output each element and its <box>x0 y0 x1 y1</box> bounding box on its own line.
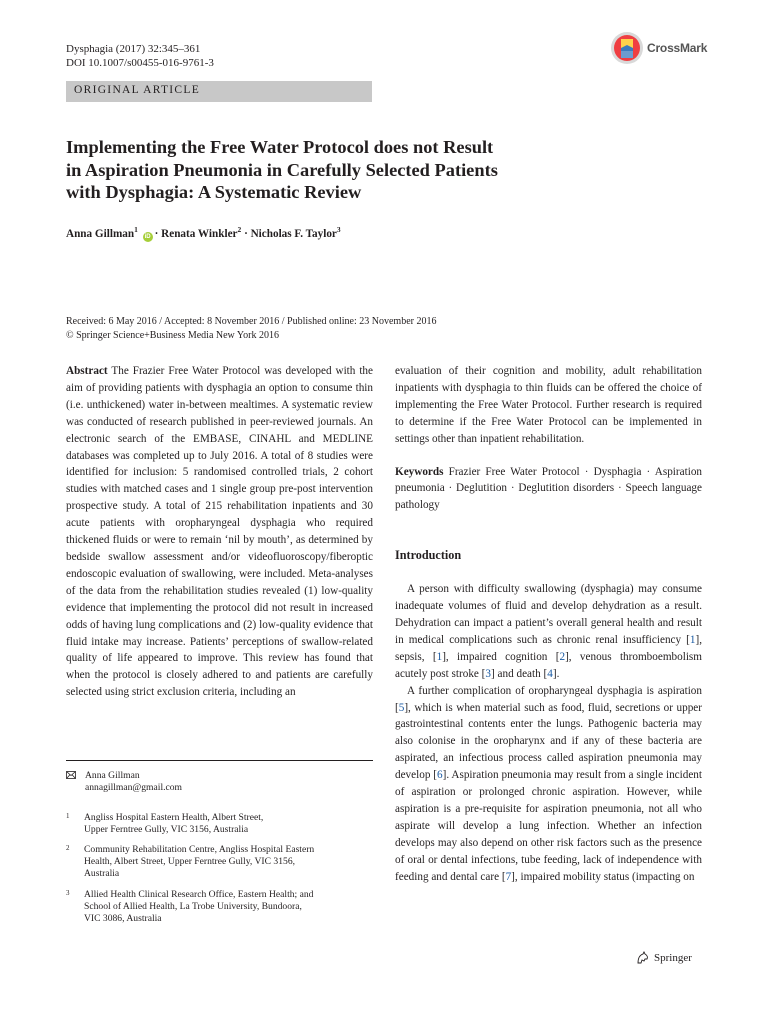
keywords <box>395 464 702 515</box>
orcid-icon[interactable]: iD <box>144 234 151 240</box>
publisher-name: Springer <box>654 952 692 964</box>
intro-text: ] and death [ <box>491 667 548 680</box>
intro-text: ], impaired cognition [ <box>442 650 560 663</box>
correspondence-details <box>85 770 182 794</box>
affiliation-number: 2 <box>66 844 70 852</box>
crossmark-label: CrossMark <box>647 41 708 55</box>
author-affiliation-sup: 2 <box>237 225 242 234</box>
springer-horse-icon <box>636 951 650 965</box>
affiliation-number: 1 <box>66 812 70 820</box>
abstract-label: Abstract <box>66 365 108 377</box>
citation-link[interactable]: 3 <box>485 667 492 680</box>
journal-citation: Dysphagia (2017) 32:345–361 <box>66 43 201 55</box>
crossmark-badge[interactable] <box>610 31 720 65</box>
title-line: with Dysphagia: A Systematic Review <box>66 182 362 202</box>
keywords-label: Keywords <box>395 465 444 478</box>
affiliation-line: Health, Albert Street, Upper Ferntree Gully, VIC 3156, <box>84 856 296 868</box>
journal-header <box>66 42 214 70</box>
intro-text: A further complication of oropharyngeal dysphagia is aspiration [ <box>395 684 702 714</box>
affiliation-line: Australia <box>84 868 120 880</box>
intro-text: ], sepsis, [ <box>395 633 702 663</box>
abstract <box>66 363 373 701</box>
intro-paragraph <box>395 683 702 886</box>
affiliation-number: 3 <box>66 889 70 897</box>
citation-link[interactable]: 7 <box>505 870 512 883</box>
footnote-divider <box>66 760 373 761</box>
affiliation-1 <box>66 812 376 838</box>
article-title <box>66 136 646 204</box>
affiliation-line: VIC 3086, Australia <box>84 913 162 925</box>
affiliation-line: Upper Ferntree Gully, VIC 3156, Australia <box>84 824 249 836</box>
title-line: Implementing the Free Water Protocol does not Result <box>66 137 494 157</box>
crossmark-icon <box>610 31 644 65</box>
correspondence-name: Anna Gillman <box>85 770 140 781</box>
author-separator: · <box>244 228 248 240</box>
author-name[interactable]: Anna Gillman <box>66 228 135 240</box>
envelope-icon <box>66 771 76 779</box>
copyright: © Springer Science+Business Media New York 2016 <box>66 330 279 341</box>
affiliation-3 <box>66 889 376 927</box>
affiliation-line: School of Allied Health, La Trobe University, Bundoora, <box>84 901 302 913</box>
citation-link[interactable]: 4 <box>547 667 553 680</box>
left-column <box>66 363 373 701</box>
author-name[interactable]: Nicholas F. Taylor <box>250 228 337 240</box>
correspondence-email[interactable]: annagillman@gmail.com <box>85 782 183 794</box>
intro-text: ]. <box>552 667 560 680</box>
affiliation-2 <box>66 844 376 882</box>
keywords-text: Frazier Free Water Protocol · Dysphagia · Aspiration pneumonia · Deglutition · Deglutition disorders · Speech language pathology <box>395 465 703 512</box>
citation-link[interactable]: 6 <box>437 769 443 782</box>
author-list <box>66 225 341 242</box>
citation-link[interactable]: 1 <box>436 650 443 663</box>
abstract-text: The Frazier Free Water Protocol was developed with the aim of providing patients with dysphagia an option to consume thin (i.e. unthickened) water in-between mealtimes. A systematic review was conducted of research published in peer-reviewed journals. An electronic search of the EMBASE, CINAHL and MEDLINE databases was completed up to July 2016. A total of 8 studies were identified for inclusion: 5 randomised controlled trials, 2 cohort studies with matched cases and 1 single group pre-post intervention prospective study. A total of 215 rehabilitation inpatients and 30 acute patients with oropharyngeal dysphagia who required thickened fluids or were to remain ‘nil by mouth’, as determined by bedside swallow assessment and/or videofluoroscopy/fiberoptic endoscopic evaluation of swallowing, were included. Meta-analyses of the data from the rehabilitation studies revealed (1) low-quality evidence that implementing the protocol did not result in increased odds of having lung complications and (2) low-quality evidence that fluid intake may increase. Patients’ perceptions of swallow-related quality of life appeared to improve. This review has found that when the protocol is closely adhered to and patients are carefully selected using strict exclusion criteria, including an <box>66 365 373 699</box>
intro-text: A person with difficulty swallowing (dysphagia) may consume inadequate volumes of fluid and develop dehydration as a result. Dehydration can impact a patient’s overall general health and result in medical complications such as chronic renal insufficiency [ <box>395 583 702 646</box>
author-separator: · <box>154 228 159 240</box>
intro-paragraph <box>395 581 702 682</box>
author-affiliation-sup: 3 <box>336 225 341 234</box>
author-affiliation-sup: 1 <box>134 225 138 234</box>
citation-link[interactable]: 5 <box>398 701 405 714</box>
abstract-continuation: evaluation of their cognition and mobility, adult rehabilitation inpatients with dysphagia to thin fluids can be offered the choice of implementing the Free Water Protocol. Further research is required to determine if the Free Water Protocol can be implemented in settings other than inpatient rehabilitation. <box>395 365 702 445</box>
publication-history <box>66 315 436 343</box>
intro-text: ]. Aspiration pneumonia may result from a single incident of aspiration or prolonged chronic aspiration. However, while aspiration is a pre-requisite for aspiration pneumonia, not all who aspirate will develop a lung infection. Whether an infection develops may also depend on other risk factors such as the presence of oral or dental infections, tube feeding, lack of independence with feeding and dental care [ <box>395 769 703 883</box>
doi[interactable]: DOI 10.1007/s00455-016-9761-3 <box>66 57 214 69</box>
correspondence <box>66 770 366 798</box>
citation-link[interactable]: 1 <box>689 633 696 646</box>
article-type-banner <box>66 81 372 102</box>
author-name[interactable]: Renata Winkler <box>161 228 238 240</box>
citation-link[interactable]: 2 <box>559 650 566 663</box>
intro-text: ], venous thromboembolism acutely post stroke [ <box>395 650 702 680</box>
article-type-label: ORIGINAL ARTICLE <box>74 84 201 96</box>
affiliation-line: Allied Health Clinical Research Office, Eastern Health; and <box>84 889 314 900</box>
title-line: in Aspiration Pneumonia in Carefully Selected Patients <box>66 159 498 180</box>
section-heading-introduction: Introduction <box>395 548 462 563</box>
affiliation-line: Community Rehabilitation Centre, Angliss Hospital Eastern <box>84 844 315 855</box>
intro-text: ], impaired mobility status (impacting on <box>511 870 695 883</box>
right-column <box>395 363 702 885</box>
intro-text: ], which is when material such as food, fluid, secretions or upper gastrointestinal contents enter the lungs. Pathogenic bacteria may also colonise in the oropharynx and if any of these bacteria are aspirated, an infectious process called aspiration pneumonia may develop [ <box>395 701 702 782</box>
publisher-logo <box>636 951 692 965</box>
date-history: Received: 6 May 2016 / Accepted: 8 November 2016 / Published online: 23 November 2016 <box>66 316 437 327</box>
affiliation-line: Angliss Hospital Eastern Health, Albert Street, <box>84 812 264 823</box>
